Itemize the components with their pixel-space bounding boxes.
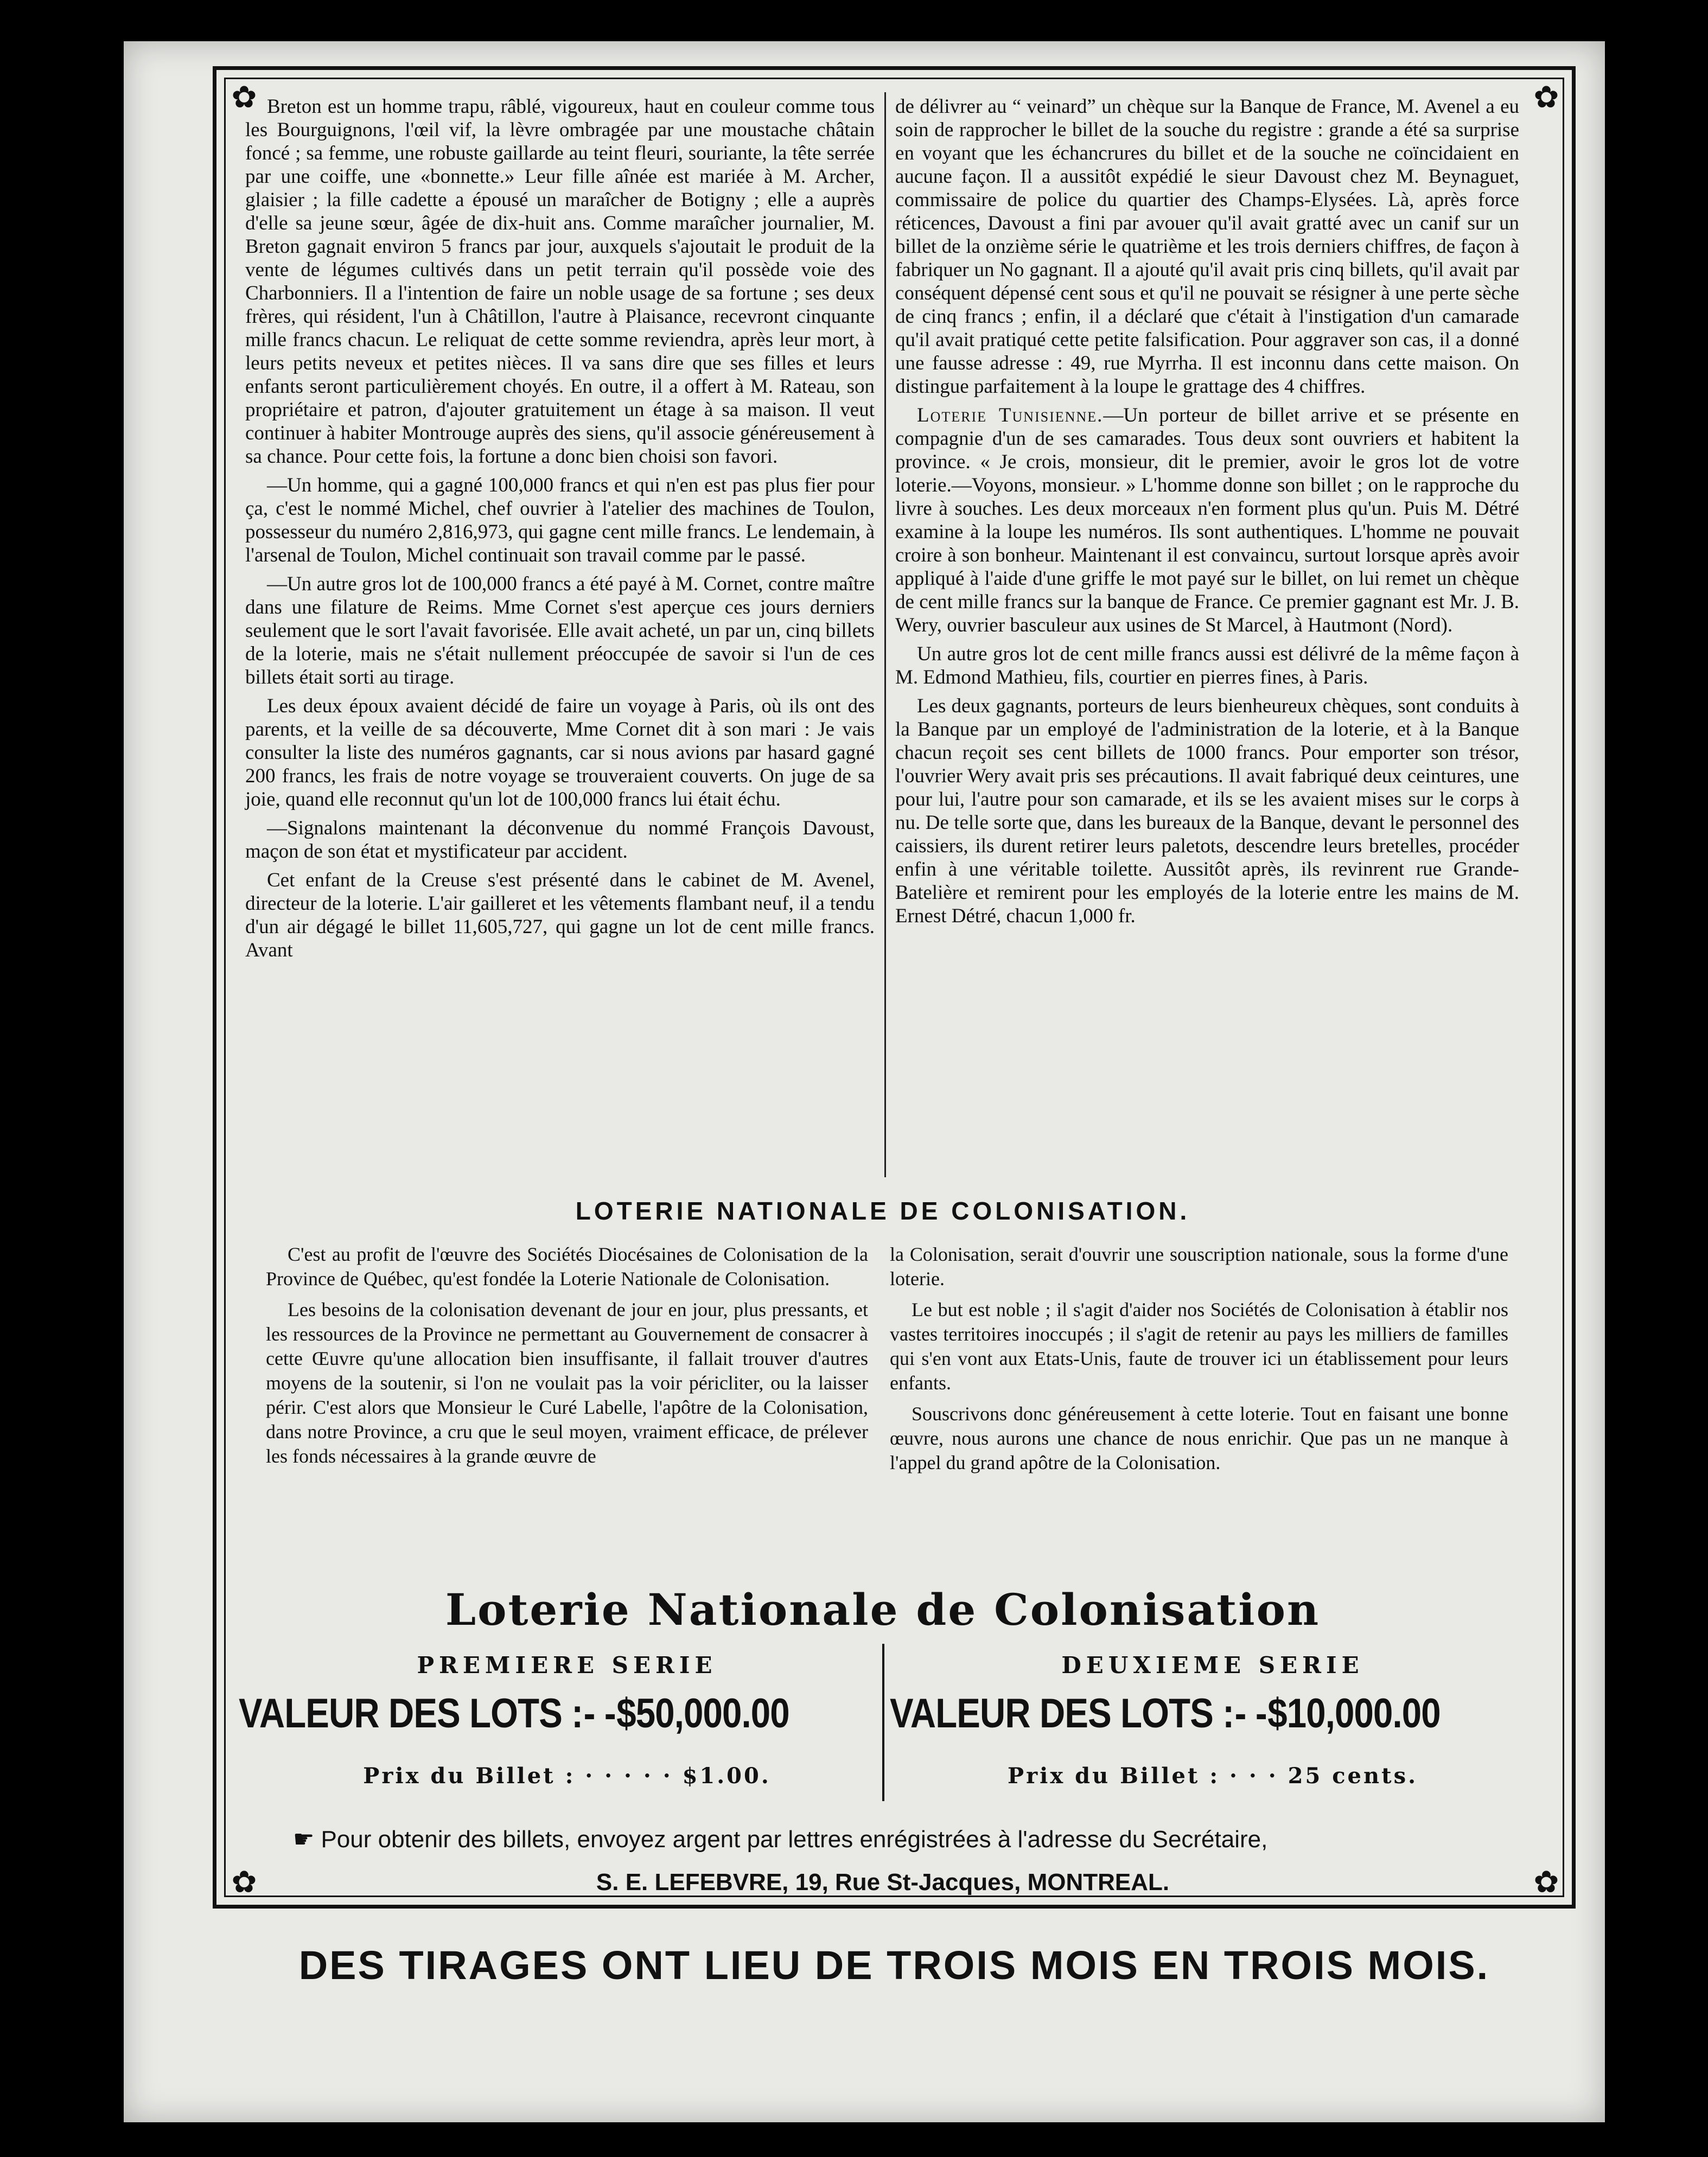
article-right-column xyxy=(895,95,1519,933)
series-heading-second: DEUXIEME SERIE xyxy=(1061,1652,1364,1679)
paragraph xyxy=(895,404,1519,637)
column-divider xyxy=(884,92,886,1177)
paragraph: Un autre gros lot de cent mille francs aussi est délivré de la même façon à M. Edmond Mathieu, fils, courtier en pierres fines, à Paris. xyxy=(895,643,1519,688)
corner-ornament-top-left-icon: ✿ xyxy=(231,80,257,115)
valeur-second xyxy=(890,1690,1441,1737)
corner-ornament-bottom-right-icon: ✿ xyxy=(1533,1865,1559,1900)
paragraph: —Un autre gros lot de 100,000 francs a été payé à M. Cornet, contre maître dans une filature de Reims. Mme Cornet s'est aperçue ces jours derniers seulement que le sort l'avait favorisée. Elle avait acheté, un par un, cinq billets de la loterie, mais ne s'était nullement préoccupée de savoir si l'un de ces billets était sorti au tirage. xyxy=(245,573,875,688)
series-heading-first: PREMIERE SERIE xyxy=(417,1652,717,1679)
section-right-column xyxy=(890,1242,1508,1482)
paragraph: Cet enfant de la Creuse s'est présenté dans le cabinet de M. Avenel, directeur de la loterie. L'air gailleret et les vêtements flambant neuf, il a tendu d'un air dégagé le billet 11,605,727, qui gagne un lot de cent mille francs. Avant xyxy=(245,869,875,961)
prix-amount: 25 cents. xyxy=(1288,1763,1418,1789)
corner-ornament-bottom-left-icon: ✿ xyxy=(231,1865,257,1900)
corner-ornament-top-right-icon: ✿ xyxy=(1533,80,1559,115)
pointing-hand-icon: ☛ xyxy=(293,1826,315,1853)
valeur-amount: $10,000.00 xyxy=(1267,1690,1441,1737)
paragraph: la Colonisation, serait d'ouvrir une souscription nationale, sous la forme d'une loterie. xyxy=(890,1243,1508,1290)
prix-first xyxy=(255,1763,879,1789)
valeur-label: VALEUR DES LOTS : xyxy=(239,1690,583,1737)
valeur-amount: $50,000.00 xyxy=(616,1690,789,1737)
prix-dots: · · · xyxy=(1229,1763,1278,1789)
footer-banner: DES TIRAGES ONT LIEU DE TROIS MOIS EN TROIS MOIS. xyxy=(298,1943,1490,1988)
valeur-label: VALEUR DES LOTS : xyxy=(890,1690,1234,1737)
paragraph: Le but est noble ; il s'agit d'aider nos Sociétés de Colonisation à établir nos vastes territoires inoccupés ; il s'agit de retenir au pays les milliers de familles qui s'en vont aux Etats-Unis, faute de trouver ici un établissement pour leurs enfants. xyxy=(890,1299,1508,1394)
series-divider xyxy=(882,1644,884,1801)
paragraph: Les deux gagnants, porteurs de leurs bienheureux chèques, sont conduits à la Banque par un employé de l'administration de la loterie, et à la Banque chacun reçoit ses cent billets de 1000 francs. Pour emporter son trésor, l'ouvrier Wery avait pris ses précautions. Il avait fabriqué deux ceintures, une pour lui, l'autre pour son camarade, et ils se les avaient mises sur le corps à nu. De telle sorte que, dans les bureaux de la Banque, devant le personnel des caissiers, ils durent retirer leurs paletots, descendre leurs bretelles, procéder enfin à une véritable toilette. Aussitôt après, ils revinrent rue Grande-Batelière et remirent pour les employés de la loterie entre les mains de M. Ernest Détré, chacun 1,000 fr. xyxy=(895,695,1519,927)
valeur-dashes: - - xyxy=(1234,1690,1267,1737)
article-left-column xyxy=(245,95,875,967)
paragraph: Les besoins de la colonisation devenant de jour en jour, plus pressants, et les ressources de la Province ne permettant au Gouvernement de consacrer à cette Œuvre qu'une allocation bien insuffisante, il fallait trouver d'autres moyens de la soutenir, si l'on ne voulait pas la voir péricliter, ou la laisser périr. C'est alors que Monsieur le Curé Labelle, l'apôtre de la Colonisation, dans notre Province, a cru que le seul moyen, vraiment efficace, de prélever les fonds nécessaires à la grande œuvre de xyxy=(266,1299,868,1467)
paragraph: Les deux époux avaient décidé de faire un voyage à Paris, où ils ont des parents, et la veille de sa découverte, Mme Cornet dit à son mari : Je vais consulter la liste des numéros gagnants, car si nous avions par hasard gagné 200 francs, les frais de notre voyage se trouveraient couverts. On juge de sa joie, quand elle reconnut qu'un lot de 100,000 francs lui était échu. xyxy=(245,695,875,811)
paragraph: C'est au profit de l'œuvre des Sociétés Diocésaines de Colonisation de la Province de Québec, qu'est fondée la Loterie Nationale de Colonisation. xyxy=(266,1243,868,1290)
banner-title: Loterie Nationale de Colonisation xyxy=(445,1584,1321,1635)
paragraph: Souscrivons donc généreusement à cette loterie. Tout en faisant une bonne œuvre, nous aurons une chance de nous enrichir. Que pas un ne manque à l'appel du grand apôtre de la Colonisation. xyxy=(890,1403,1508,1473)
prix-label: Prix du Billet : xyxy=(1007,1763,1220,1789)
prix-second xyxy=(901,1763,1525,1789)
valeur-dashes: - - xyxy=(583,1690,616,1737)
obtain-tickets-line xyxy=(293,1826,1525,1853)
obtain-text: Pour obtenir des billets, envoyez argent par lettres enrégistrées à l'adresse du Secrétaire, xyxy=(321,1826,1268,1853)
paragraph: —Un homme, qui a gagné 100,000 francs et qui n'en est pas plus fier pour ça, c'est le nommé Michel, chef ouvrier à l'atelier des machines de Toulon, possesseur du numéro 2,816,973, qui gagne cent mille francs. Le lendemain, à l'arsenal de Toulon, Michel continuait son travail comme par le passé. xyxy=(245,474,875,566)
prix-amount: $1.00. xyxy=(682,1763,771,1789)
prix-dots: · · · · · xyxy=(585,1763,673,1789)
prix-label: Prix du Billet : xyxy=(363,1763,576,1789)
section-heading: Loterie Tunisienne. xyxy=(917,404,1104,426)
section-title: LOTERIE NATIONALE DE COLONISATION. xyxy=(575,1197,1190,1225)
section-left-column xyxy=(266,1242,868,1475)
valeur-first xyxy=(239,1690,789,1737)
secretary-address: S. E. LEFEBVRE, 19, Rue St-Jacques, MONTREAL. xyxy=(596,1869,1170,1896)
paragraph: Breton est un homme trapu, râblé, vigoureux, haut en couleur comme tous les Bourguignons, l'œil vif, la lèvre ombragée par une moustache châtain foncé ; sa femme, une robuste gaillarde au teint fleuri, souriante, la tête serrée par une coiffe, une «bonnette.» Leur fille aînée est mariée à M. Archer, glaisier ; la fille cadette a épousé un maraîcher de Botigny ; elle a auprès d'elle sa jeune sœur, âgée de dix-huit ans. Comme maraîcher journalier, M. Breton gagnait environ 5 francs par jour, auxquels s'ajoutait le produit de la vente de légumes cultivés dans un petit terrain qu'il possède voie des Charbonniers. Il a l'intention de faire un noble usage de sa fortune ; ses deux frères, qui résident, l'un à Châtillon, l'autre à Plaisance, recevront cinquante mille francs chacun. Le reliquat de cette somme reviendra, après leur mort, à leurs petits neveux et petites nièces. Il va sans dire que ses filles et leurs enfants seront particulièrement choyés. En outre, il a offert à M. Rateau, son propriétaire et patron, d'ajouter gratuitement un étage à sa maison. Il veut continuer à habiter Montrouge auprès des siens, qu'il associe généreusement à sa chance. Pour cette fois, la fortune a donc bien choisi son favori. xyxy=(245,95,875,468)
paragraph-text: —Un porteur de billet arrive et se présente en compagnie d'un de ses camarades. Tous deux sont ouvriers et habitent la province. « Je crois, monsieur, dit le premier, avoir le gros lot de votre loterie.—Voyons, monsieur. » L'homme donne son billet ; on le rapproche du livre à souches. Les deux morceaux n'en forment plus qu'un. Puis M. Détré examine à la loupe les numéros. Ils sont authentiques. L'homme ne pouvait croire à son bonheur. Maintenant il est convaincu, surtout lorsque après avoir appliqué à l'aide d'une griffe le mot payé sur le billet, on lui remet un chèque de cent mille francs sur la banque de France. Ce premier gagnant est Mr. J. B. Wery, ouvrier basculeur aux usines de St Marcel, à Hautmont (Nord). xyxy=(895,404,1519,636)
paragraph: de délivrer au “ veinard” un chèque sur la Banque de France, M. Avenel a eu soin de rapprocher le billet de la souche du registre : grande a été sa surprise en voyant que les échancrures du billet et de la souche ne coïncidaient en aucune façon. Il a aussitôt expédié le sieur Davoust chez M. Beynaguet, commissaire de police du quartier des Champs-Elysées. Là, après force réticences, Davoust a fini par avouer qu'il avait gratté avec un canif sur un billet de la onzième série le quatrième et les trois derniers chiffres, de façon à fabriquer un No gagnant. Il a ajouté qu'il avait pris cinq billets, qu'il avait par conséquent dépensé cent sous et qu'il ne pouvait se résigner à une perte sèche de cinq francs ; enfin, il a déclaré que c'était à l'instigation d'un camarade qu'il avait pratiqué cette petite falsification. Pour aggraver son cas, il a donné une fausse adresse : 49, rue Myrrha. Il est inconnu dans cette maison. On distingue parfaitement à la loupe le grattage des 4 chiffres. xyxy=(895,95,1519,398)
paragraph: —Signalons maintenant la déconvenue du nommé François Davoust, maçon de son état et mystificateur par accident. xyxy=(245,817,875,863)
